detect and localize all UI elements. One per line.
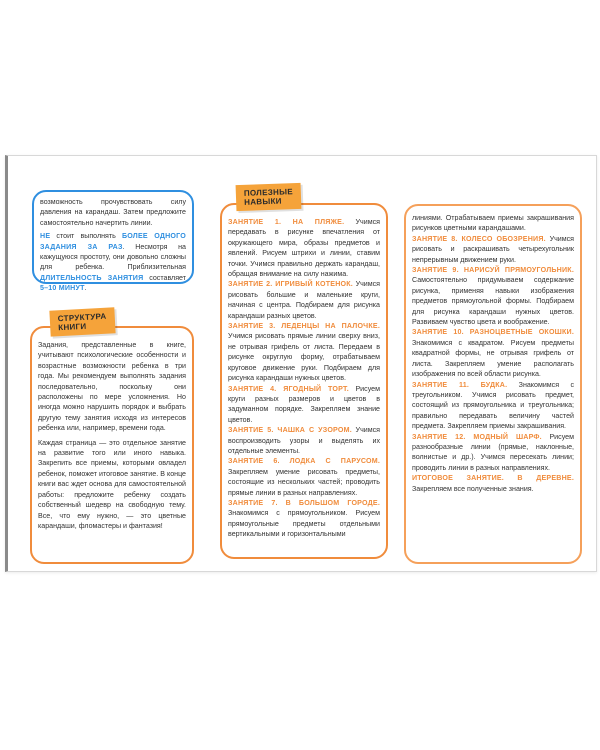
lesson-text: Рисуем разнообразные линии (прямые, наклонные, волнистые и др.). Учимся пересекать линии; проводить линии в разных направлениях. (412, 432, 574, 472)
lesson-10 (412, 327, 574, 379)
lesson-7 (228, 498, 380, 540)
lesson-4 (228, 384, 380, 426)
lesson-text: Рисуем круги разных размеров и цветов в задуманном порядке. Закрепляем знание цветов. (228, 384, 380, 424)
tip-duration-label: ДЛИТЕЛЬНОСТЬ ЗАНЯТИЯ (40, 273, 144, 282)
tip-not: НЕ (40, 232, 51, 241)
tip-part: составляет (143, 273, 186, 282)
lesson-title: ЗАНЯТИЕ 2. ИГРИВЫЙ КОТЕНОК. (228, 280, 353, 289)
lesson-title: ЗАНЯТИЕ 12. МОДНЫЙ ШАРФ. (412, 432, 542, 441)
lesson-text: Учимся передавать в рисунке впечатления от окружающего мира, образы предметов и явлений. Рисуем штрихи и линии, ставим точки. Учимся правильно держать карандаш, обращая внимание на силу нажима. (228, 218, 380, 279)
lesson-text: Учимся рисовать прямые линии сверху вниз, не отрывая грифель от листа. Передаем в рисунке округлую форму, отрабатываем круговое движение руки. Подбираем для рисунка карандаши нужных цветов. (228, 332, 380, 383)
skills-continued-box (404, 204, 582, 564)
tip-one-task: БОЛЕЕ ОДНОГО ЗАДАНИЯ ЗА РАЗ (40, 232, 186, 251)
tip-duration-value: 5–10 МИНУТ (40, 284, 85, 293)
lesson-5 (228, 425, 380, 456)
structure-paragraph-1: Задания, представленные в книге, учитывают психологические особенности и возрастные возможности ребенка в три года. Мы рекомендуем выполнять задания последовательно, поскольку они расположены по мере усложнения. Но иногда можно нарушить порядок и выбрать другую тему занятия исходя из интересов ребенка или, например, времени года. (38, 341, 186, 433)
lesson-11 (412, 380, 574, 432)
lesson-6 (228, 456, 380, 498)
tip-box (32, 190, 194, 293)
lesson-title: ЗАНЯТИЕ 9. НАРИСУЙ ПРЯМОУГОЛЬНИК. (412, 266, 574, 275)
structure-tag: СТРУКТУРА КНИГИ (49, 307, 115, 336)
lesson-text: Закрепляем умение рисовать предметы, состоящие из нескольких частей; проводить прямые линии в разных направлениях. (228, 467, 380, 497)
tip-part: . Несмотря на кажущуюся простоту, они довольно сложны для ребенка. Приблизительная (40, 242, 187, 272)
lesson-7-continued: линиями. Отрабатываем приемы закрашивания рисунков цветными карандашами. (412, 214, 574, 233)
skills-tag: ПОЛЕЗНЫЕ НАВЫКИ (236, 183, 302, 211)
lesson-8 (412, 234, 574, 265)
lesson-text: Знакомимся с прямоугольником. Рисуем прямоугольные предметы отдельными вертикальными и горизонтальными (228, 509, 380, 539)
lesson-12 (412, 432, 574, 474)
lesson-9 (412, 265, 574, 327)
lesson-title: ЗАНЯТИЕ 4. ЯГОДНЫЙ ТОРТ. (228, 384, 349, 393)
structure-box (30, 326, 194, 564)
lesson-3 (228, 321, 380, 383)
lesson-2 (228, 279, 380, 321)
lesson-title: ЗАНЯТИЕ 6. ЛОДКА С ПАРУСОМ. (228, 457, 380, 466)
lesson-text: Учимся рисовать большие и маленькие круги, начиная с центра. Подбираем для рисунка карандаши разных цветов. (228, 280, 380, 320)
tip-part: стоит выполнять (50, 232, 122, 241)
lesson-title: ЗАНЯТИЕ 10. РАЗНОЦВЕТНЫЕ ОКОШКИ. (412, 328, 574, 337)
structure-paragraph-2: Каждая страница — это отдельное занятие на развитие того или иного навыка. Закрепить все приемы, которыми овладел ребенок, поможет итоговое занятие. В конце книги вас ждет основа для самостоятельной работы: предложите ребенку создать собственный шедевр на свободную тему. Все, что ему нужно, — это цветные карандаши, фломастеры и фантазия! (38, 438, 186, 530)
lesson-title: ЗАНЯТИЕ 5. ЧАШКА С УЗОРОМ. (228, 426, 352, 435)
lesson-text: Самостоятельно придумываем содержание рисунка, применяя навыки изображения предметов прямоугольной формы. Подбираем для рисунка карандаши нужных цветов. Развиваем чувство цвета и воображение. (412, 276, 574, 327)
skills-list (228, 217, 380, 540)
lesson-title: ЗАНЯТИЕ 7. В БОЛЬШОМ ГОРОДЕ. (228, 498, 380, 507)
lesson-text: Закрепляем все полученные знания. (412, 484, 534, 493)
tip-part: . (84, 284, 87, 293)
lesson-text: Учимся рисовать и раскрашивать четырехугольник непрерывным движением руки. (412, 234, 575, 264)
lesson-text: Учимся воспроизводить узоры и выделять их отдельные элементы. (228, 426, 380, 455)
lesson-final (412, 473, 574, 494)
intro-paragraph: возможность прочувствовать силу давления на карандаш. Затем предложите самостоятельно начертить линии. (40, 198, 186, 227)
lesson-text: Знакомимся с квадратом. Рисуем предметы квадратной формы, не отрывая грифель от листа. Закрепляем умение располагать изображения по всей области рисунка. (412, 338, 574, 379)
lesson-title: ЗАНЯТИЕ 1. НА ПЛЯЖЕ. (228, 218, 345, 226)
lesson-title: ЗАНЯТИЕ 11. БУДКА. (412, 380, 508, 389)
skills-continued-list (412, 213, 574, 494)
tip-paragraph (40, 231, 186, 293)
lesson-title: ЗАНЯТИЕ 8. КОЛЕСО ОБОЗРЕНИЯ. (412, 234, 546, 243)
lesson-title: ИТОГОВОЕ ЗАНЯТИЕ. В ДЕРЕВНЕ. (412, 474, 574, 483)
book-page (5, 155, 597, 572)
tip-text (40, 197, 186, 294)
skills-box (220, 203, 388, 559)
lesson-text: Знакомимся с треугольником. Учимся рисовать предмет, состоящий из прямоугольника и треугольника; правильно передавать величину частей предмета. Закрепляем приемы закрашивания. (412, 380, 574, 431)
lesson-1 (228, 217, 380, 279)
lesson-title: ЗАНЯТИЕ 3. ЛЕДЕНЦЫ НА ПАЛОЧКЕ. (228, 322, 380, 331)
structure-text (38, 340, 186, 531)
